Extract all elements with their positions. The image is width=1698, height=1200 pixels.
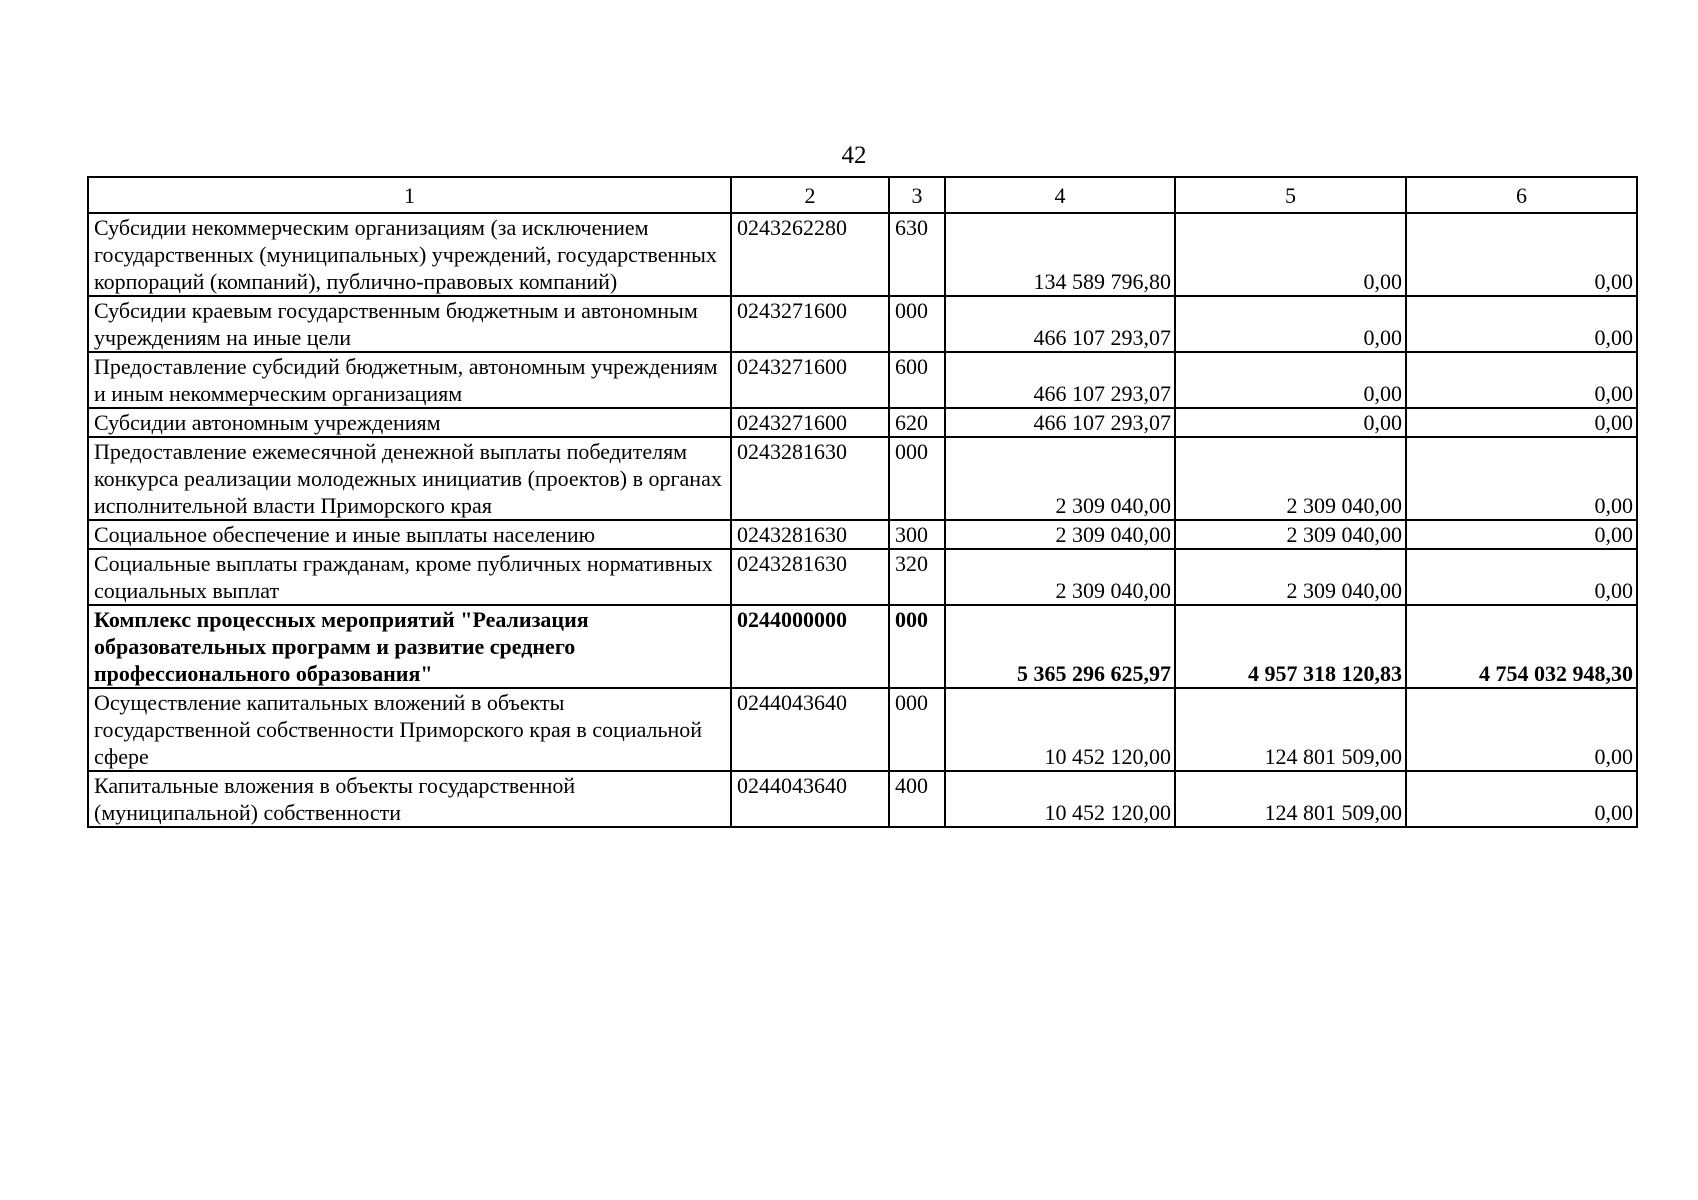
row-amount-col6-cell: 0,00 xyxy=(1406,213,1637,296)
row-amount-col4-cell: 10 452 120,00 xyxy=(945,771,1175,827)
row-amount-col4-cell: 466 107 293,07 xyxy=(945,352,1175,408)
row-code-cell: 0244043640 xyxy=(731,688,889,771)
table-row xyxy=(88,688,1637,771)
row-amount-col4-cell: 10 452 120,00 xyxy=(945,688,1175,771)
row-amount-col5-cell: 0,00 xyxy=(1175,296,1406,352)
table-header-row xyxy=(88,177,1637,213)
row-code-cell: 0244000000 xyxy=(731,605,889,688)
row-code-cell: 0244043640 xyxy=(731,771,889,827)
row-name-cell: Осуществление капитальных вложений в объекты государственной собственности Приморского края в социальной сфере xyxy=(88,688,731,771)
row-amount-col6-cell: 0,00 xyxy=(1406,771,1637,827)
table-row xyxy=(88,520,1637,549)
table-row xyxy=(88,213,1637,296)
row-amount-col4-cell: 2 309 040,00 xyxy=(945,437,1175,520)
column-header: 5 xyxy=(1175,177,1406,213)
row-amount-col5-cell: 124 801 509,00 xyxy=(1175,688,1406,771)
row-amount-col5-cell: 2 309 040,00 xyxy=(1175,437,1406,520)
row-amount-col5-cell: 2 309 040,00 xyxy=(1175,520,1406,549)
row-amount-col4-cell: 466 107 293,07 xyxy=(945,408,1175,437)
row-amount-col4-cell: 466 107 293,07 xyxy=(945,296,1175,352)
row-code-cell: 0243281630 xyxy=(731,437,889,520)
row-type-cell: 630 xyxy=(889,213,945,296)
row-amount-col4-cell: 2 309 040,00 xyxy=(945,549,1175,605)
row-name-cell: Предоставление ежемесячной денежной выплаты победителям конкурса реализации молодежных инициатив (проектов) в органах исполнительной власти Приморского края xyxy=(88,437,731,520)
row-type-cell: 400 xyxy=(889,771,945,827)
row-amount-col6-cell: 0,00 xyxy=(1406,549,1637,605)
row-name-cell: Капитальные вложения в объекты государственной (муниципальной) собственности xyxy=(88,771,731,827)
table-row xyxy=(88,296,1637,352)
row-code-cell: 0243271600 xyxy=(731,296,889,352)
table-row xyxy=(88,352,1637,408)
row-amount-col5-cell: 0,00 xyxy=(1175,352,1406,408)
row-name-cell: Предоставление субсидий бюджетным, автономным учреждениям и иным некоммерческим организациям xyxy=(88,352,731,408)
row-type-cell: 000 xyxy=(889,605,945,688)
column-header: 6 xyxy=(1406,177,1637,213)
row-code-cell: 0243271600 xyxy=(731,352,889,408)
row-amount-col6-cell: 0,00 xyxy=(1406,352,1637,408)
row-amount-col6-cell: 0,00 xyxy=(1406,688,1637,771)
column-header: 2 xyxy=(731,177,889,213)
column-header: 3 xyxy=(889,177,945,213)
row-name-cell: Социальное обеспечение и иные выплаты населению xyxy=(88,520,731,549)
row-code-cell: 0243281630 xyxy=(731,549,889,605)
table-row xyxy=(88,549,1637,605)
table-row xyxy=(88,605,1637,688)
row-type-cell: 000 xyxy=(889,688,945,771)
row-name-cell: Социальные выплаты гражданам, кроме публичных нормативных социальных выплат xyxy=(88,549,731,605)
row-amount-col6-cell: 4 754 032 948,30 xyxy=(1406,605,1637,688)
row-amount-col6-cell: 0,00 xyxy=(1406,408,1637,437)
row-code-cell: 0243271600 xyxy=(731,408,889,437)
row-type-cell: 000 xyxy=(889,437,945,520)
row-code-cell: 0243262280 xyxy=(731,213,889,296)
page-number: 42 xyxy=(841,142,867,169)
row-type-cell: 600 xyxy=(889,352,945,408)
budget-table xyxy=(87,176,1638,828)
table-row xyxy=(88,408,1637,437)
row-name-cell: Комплекс процессных мероприятий "Реализация образовательных программ и развитие среднего профессионального образования" xyxy=(88,605,731,688)
row-type-cell: 320 xyxy=(889,549,945,605)
row-amount-col6-cell: 0,00 xyxy=(1406,437,1637,520)
row-amount-col4-cell: 134 589 796,80 xyxy=(945,213,1175,296)
row-amount-col5-cell: 0,00 xyxy=(1175,213,1406,296)
row-type-cell: 000 xyxy=(889,296,945,352)
row-amount-col5-cell: 4 957 318 120,83 xyxy=(1175,605,1406,688)
row-code-cell: 0243281630 xyxy=(731,520,889,549)
row-amount-col5-cell: 124 801 509,00 xyxy=(1175,771,1406,827)
column-header: 4 xyxy=(945,177,1175,213)
row-amount-col4-cell: 2 309 040,00 xyxy=(945,520,1175,549)
table-row xyxy=(88,437,1637,520)
column-header: 1 xyxy=(88,177,731,213)
row-name-cell: Субсидии некоммерческим организациям (за исключением государственных (муниципальных) учреждений, государственных корпораций (компаний), публично-правовых компаний) xyxy=(88,213,731,296)
row-amount-col5-cell: 0,00 xyxy=(1175,408,1406,437)
table-row xyxy=(88,771,1637,827)
row-amount-col6-cell: 0,00 xyxy=(1406,520,1637,549)
row-amount-col5-cell: 2 309 040,00 xyxy=(1175,549,1406,605)
row-name-cell: Субсидии автономным учреждениям xyxy=(88,408,731,437)
row-name-cell: Субсидии краевым государственным бюджетным и автономным учреждениям на иные цели xyxy=(88,296,731,352)
row-amount-col4-cell: 5 365 296 625,97 xyxy=(945,605,1175,688)
row-amount-col6-cell: 0,00 xyxy=(1406,296,1637,352)
row-type-cell: 620 xyxy=(889,408,945,437)
row-type-cell: 300 xyxy=(889,520,945,549)
